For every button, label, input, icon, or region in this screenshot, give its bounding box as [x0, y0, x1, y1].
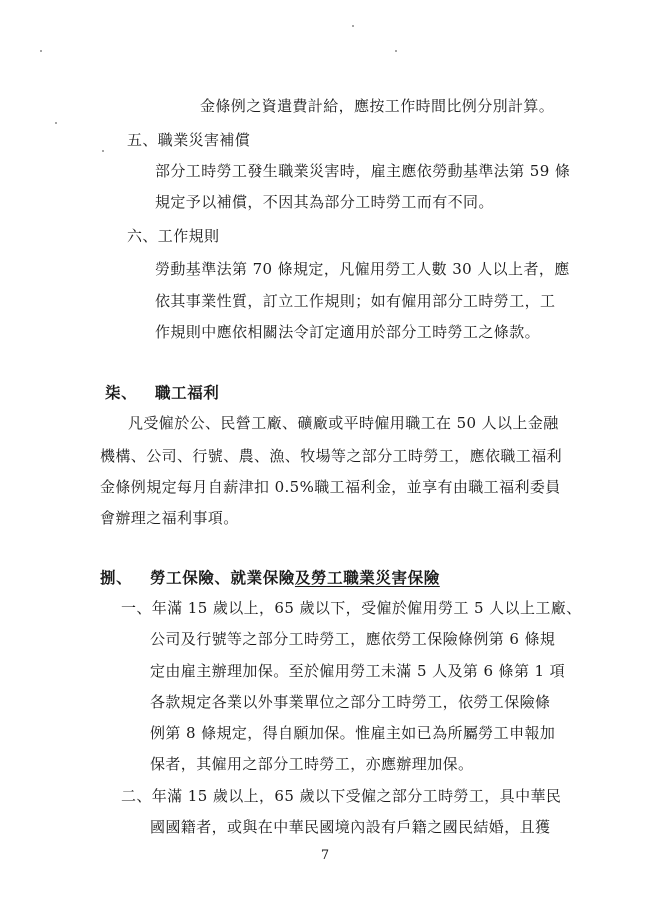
section-6-title: 六、工作規則: [127, 227, 220, 245]
section-5-text-line-1: 部分工時勞工發生職業災害時，雇主應依勞動基準法第 59 條: [155, 162, 571, 180]
scan-speck: [40, 50, 42, 52]
chapter-7-title: 職工福利: [155, 383, 220, 402]
scan-speck: [352, 25, 354, 27]
chapter-8-number: 捌、: [100, 568, 133, 587]
page-number: 7: [320, 848, 330, 863]
section-6-text-line-1: 勞動基準法第 70 條規定，凡僱用勞工人數 30 人以上者，應: [155, 260, 570, 278]
section-5-title: 五、職業災害補償: [127, 131, 251, 149]
scan-speck: [102, 150, 104, 152]
chapter-8-heading: [100, 568, 440, 588]
scan-speck: [395, 50, 397, 52]
chapter-7-text-line-1: 凡受僱於公、民營工廠、礦廠或平時僱用職工在 50 人以上金融: [128, 414, 559, 432]
chapter-7-text-line-3: 金條例規定每月自薪津扣 0.5%職工福利金，並享有由職工福利委員: [100, 478, 561, 496]
item-1-text-line-1: 一、年滿 15 歲以上，65 歲以下，受僱於僱用勞工 5 人以上工廠、: [121, 599, 582, 617]
section-6-text-line-2: 依其事業性質，訂立工作規則；如有僱用部分工時勞工，工: [155, 292, 556, 310]
item-1-text-line-4: 各款規定各業以外事業單位之部分工時勞工，依勞工保險條: [150, 693, 551, 711]
continued-paragraph-line: 金條例之資遣費計給，應按工作時間比例分別計算。: [200, 97, 555, 115]
scan-speck: [55, 122, 57, 124]
item-2-text-line-1: 二、年滿 15 歲以上，65 歲以下受僱之部分工時勞工，具中華民: [121, 787, 562, 805]
chapter-8-title-part-1: 勞工保險、就業保險: [150, 568, 295, 587]
item-1-text-line-5: 例第 8 條規定，得自願加保。惟雇主如已為所屬勞工申報加: [150, 724, 556, 742]
item-1-text-line-6: 保者，其僱用之部分工時勞工，亦應辦理加保。: [150, 755, 474, 773]
item-1-text-line-2: 公司及行號等之部分工時勞工，應依勞工保險條例第 6 條規: [150, 630, 556, 648]
chapter-7-text-line-4: 會辦理之福利事項。: [100, 509, 239, 527]
chapter-7-text-line-2: 機構、公司、行號、農、漁、牧場等之部分工時勞工，應依職工福利: [100, 447, 563, 465]
chapter-7-number: 柒、: [105, 383, 138, 402]
chapter-8-title-part-2: 及勞工職業災害保險: [294, 568, 440, 587]
item-2-text-line-2: 國國籍者，或與在中華民國境內設有戶籍之國民結婚，且獲: [150, 818, 551, 836]
section-6-text-line-3: 作規則中應依相關法令訂定適用於部分工時勞工之條款。: [155, 323, 541, 341]
item-1-text-line-3: 定由雇主辦理加保。至於僱用勞工未滿 5 人及第 6 條第 1 項: [150, 662, 566, 680]
chapter-7-heading: [105, 383, 219, 403]
section-5-text-line-2: 規定予以補償，不因其為部分工時勞工而有不同。: [155, 193, 494, 211]
